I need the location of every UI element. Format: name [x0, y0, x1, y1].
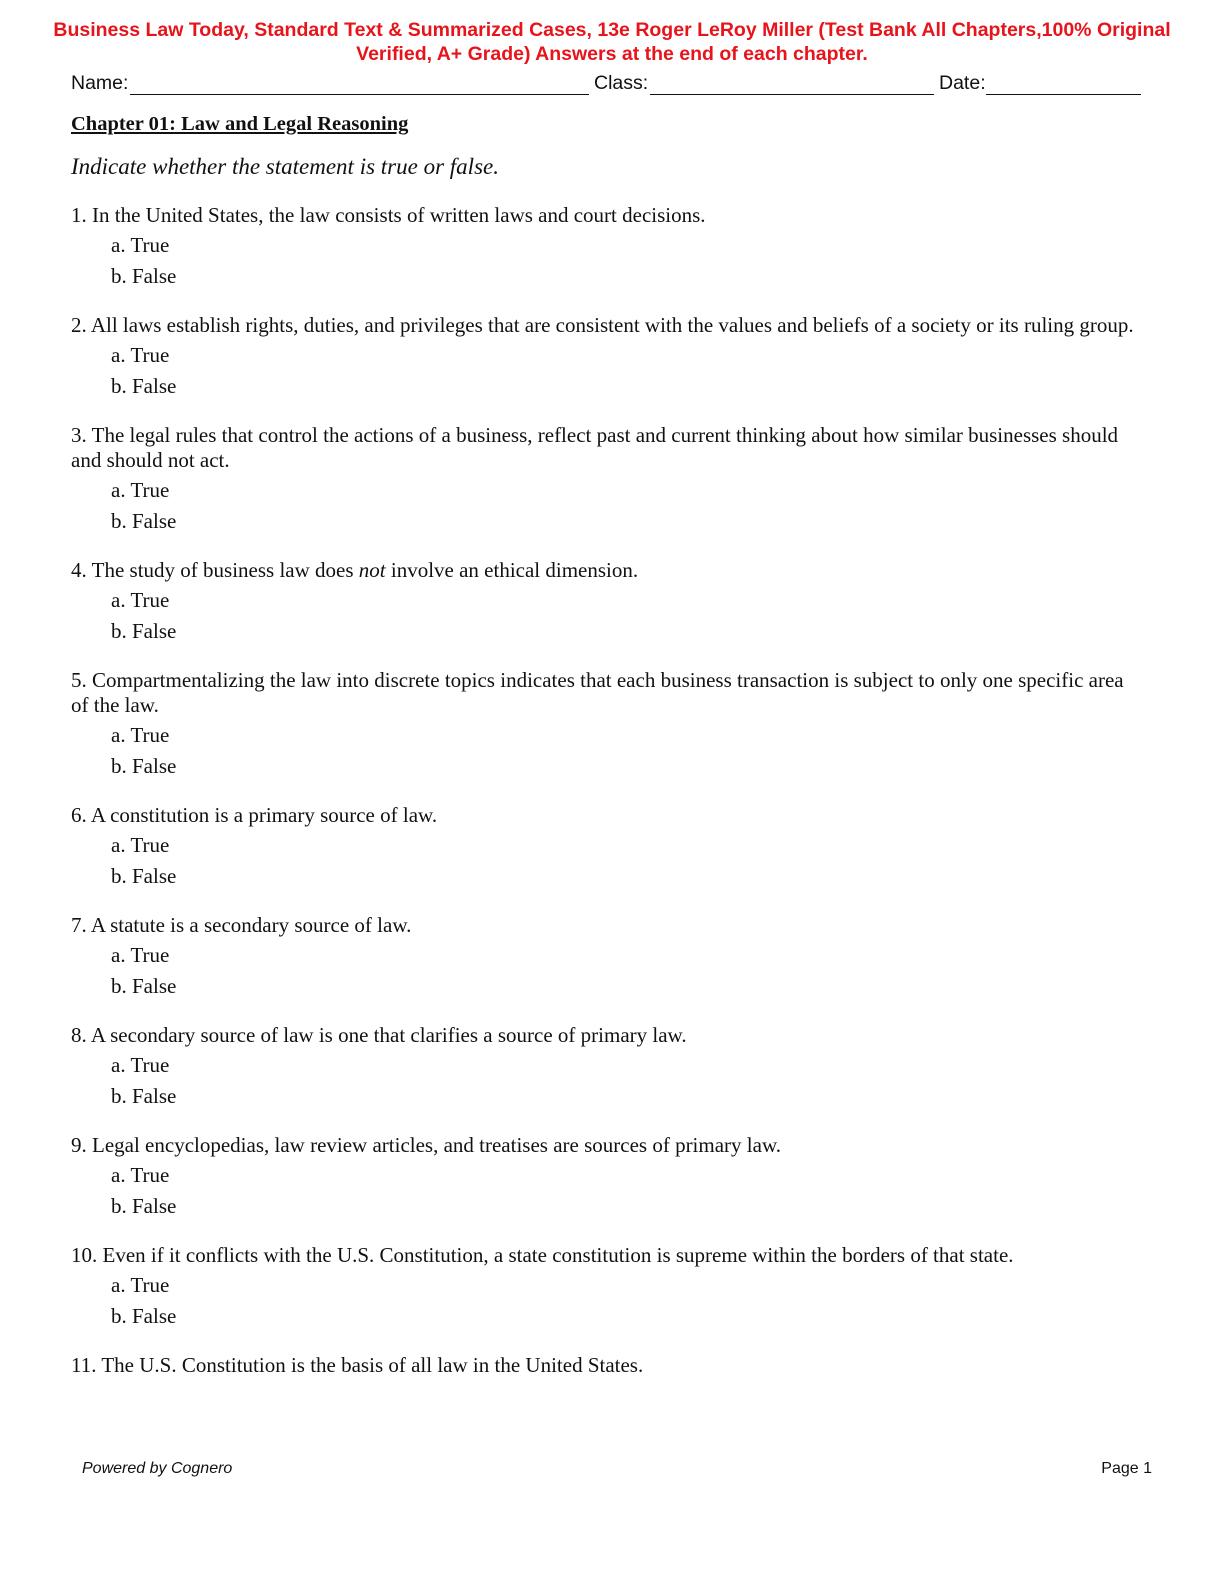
- class-label: Class:: [594, 72, 649, 94]
- question-statement: A constitution is a primary source of law.: [90, 803, 438, 827]
- question-5: [71, 668, 1146, 780]
- question-statement: The U.S. Constitution is the basis of all law in the United States.: [101, 1353, 644, 1377]
- choice-true: a. True: [111, 943, 170, 967]
- question-number: 8.: [71, 1023, 87, 1047]
- question-text: [71, 1023, 1146, 1048]
- question-statement: Even if it conflicts with the U.S. Constitution, a state constitution is supreme within the borders of that state.: [102, 1243, 1014, 1267]
- question-7: [71, 913, 1146, 1000]
- choice-false: b. False: [111, 264, 177, 288]
- question-text: [71, 558, 1146, 583]
- question-text: [71, 423, 1146, 473]
- choice-true: a. True: [111, 833, 170, 857]
- question-text: [71, 913, 1146, 938]
- choice-true: a. True: [111, 233, 170, 257]
- date-blank-line: [986, 94, 1141, 95]
- choice-true: a. True: [111, 478, 170, 502]
- date-label: Date:: [939, 72, 986, 94]
- student-info-fields: [71, 71, 1143, 97]
- question-3: [71, 423, 1146, 535]
- choice-false: b. False: [111, 864, 177, 888]
- banner-line-1: Business Law Today, Standard Text & Summarized Cases, 13e Roger LeRoy Miller (Test Bank All Chapters,100% Original: [53, 19, 1171, 41]
- question-number: 3.: [71, 423, 87, 447]
- choice-true: a. True: [111, 588, 170, 612]
- question-statement-end: involve an ethical dimension.: [385, 558, 639, 582]
- class-blank-line: [650, 94, 934, 95]
- question-number: 7.: [71, 913, 87, 937]
- question-number: 4.: [71, 558, 87, 582]
- footer-page-number: Page 1: [1101, 1460, 1152, 1477]
- name-blank-line: [130, 94, 589, 95]
- question-text: [71, 1133, 1146, 1158]
- choice-false: b. False: [111, 374, 177, 398]
- question-text: [71, 313, 1146, 338]
- question-statement: In the United States, the law consists of written laws and court decisions.: [92, 203, 706, 227]
- question-number: 2.: [71, 313, 87, 337]
- question-number: 9.: [71, 1133, 87, 1157]
- question-text: [71, 203, 1146, 228]
- question-statement: The legal rules that control the actions of a business, reflect past and current thinking about how similar businesses should and should not act.: [71, 423, 1119, 472]
- question-statement: Compartmentalizing the law into discrete topics indicates that each business transaction is subject to only one specific area of the law.: [71, 668, 1124, 717]
- question-number: 6.: [71, 803, 87, 827]
- question-text: [71, 803, 1146, 828]
- choice-false: b. False: [111, 754, 177, 778]
- question-2: [71, 313, 1146, 400]
- choice-false: b. False: [111, 1084, 177, 1108]
- choice-true: a. True: [111, 723, 170, 747]
- question-number: 1.: [71, 203, 87, 227]
- question-number: 11.: [71, 1353, 97, 1377]
- question-emphasis: not: [358, 558, 386, 582]
- question-number: 10.: [71, 1243, 98, 1267]
- question-statement-start: The study of business law does: [91, 558, 359, 582]
- question-6: [71, 803, 1146, 890]
- test-document: [71, 112, 1146, 1401]
- question-10: [71, 1243, 1146, 1330]
- chapter-title: Chapter 01: Law and Legal Reasoning: [71, 113, 409, 135]
- instructions: Indicate whether the statement is true or false.: [71, 154, 499, 179]
- question-9: [71, 1133, 1146, 1220]
- question-statement: A secondary source of law is one that clarifies a source of primary law.: [90, 1023, 687, 1047]
- choice-false: b. False: [111, 1304, 177, 1328]
- choice-false: b. False: [111, 619, 177, 643]
- question-number: 5.: [71, 668, 87, 692]
- question-11: [71, 1353, 1146, 1378]
- question-text: [71, 1353, 1146, 1378]
- footer-powered-by: Powered by Cognero: [82, 1460, 233, 1477]
- question-4: [71, 558, 1146, 645]
- question-1: [71, 203, 1146, 290]
- choice-true: a. True: [111, 1273, 170, 1297]
- question-8: [71, 1023, 1146, 1110]
- choice-false: b. False: [111, 1194, 177, 1218]
- banner-line-2: Verified, A+ Grade) Answers at the end of each chapter.: [356, 43, 868, 65]
- choice-false: b. False: [111, 509, 177, 533]
- question-text: [71, 1243, 1146, 1268]
- name-label: Name:: [71, 72, 129, 94]
- question-statement: A statute is a secondary source of law.: [90, 913, 412, 937]
- choice-true: a. True: [111, 1053, 170, 1077]
- question-text: [71, 668, 1146, 718]
- question-statement: All laws establish rights, duties, and privileges that are consistent with the values and beliefs of a society or its ruling group.: [90, 313, 1134, 337]
- choice-true: a. True: [111, 343, 170, 367]
- document-banner: [20, 18, 1204, 66]
- choice-true: a. True: [111, 1163, 170, 1187]
- choice-false: b. False: [111, 974, 177, 998]
- question-statement: Legal encyclopedias, law review articles, and treatises are sources of primary law.: [92, 1133, 782, 1157]
